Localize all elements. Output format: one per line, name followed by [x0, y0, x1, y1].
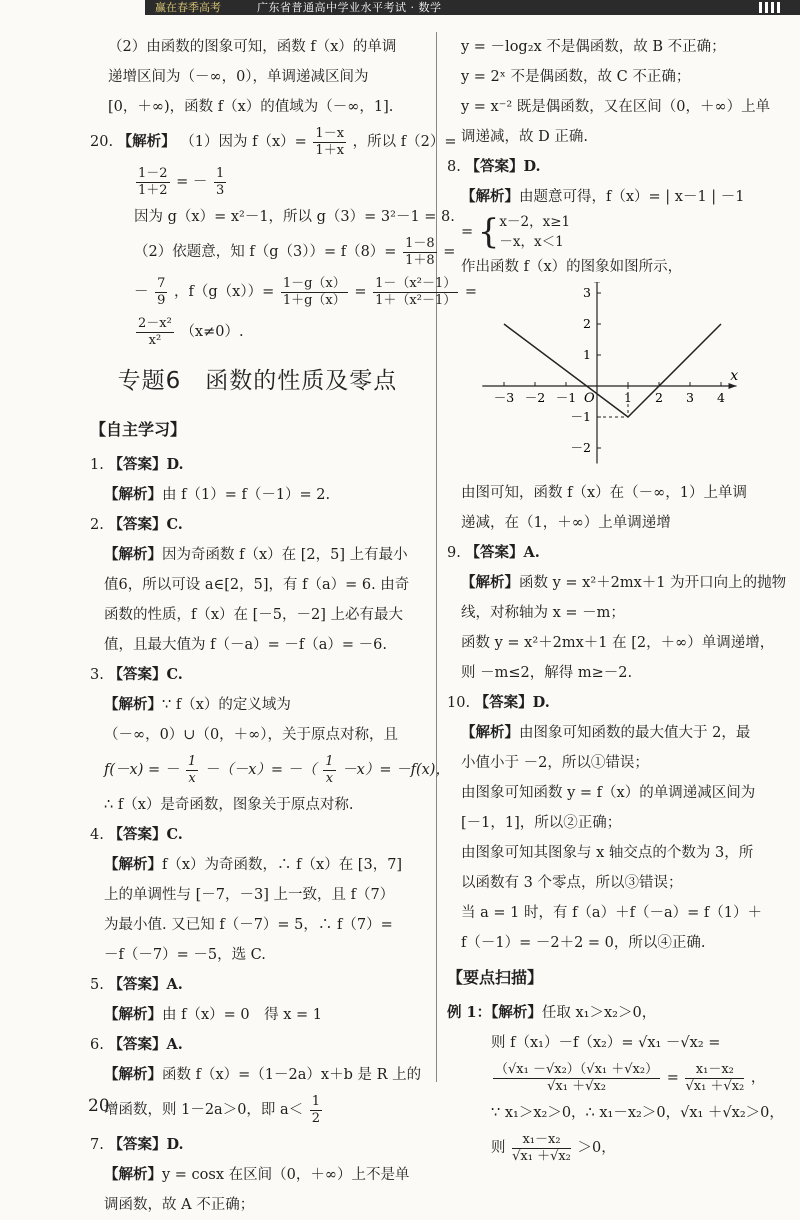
- fraction: $\frac{1-8}{1+8}$: [403, 236, 437, 269]
- analysis-9: 【解析】函数 y = x²＋2mx＋1 为开口向上的抛物: [447, 568, 787, 598]
- text-line: 当 a = 1 时，有 f（a）＋f（－a）= f（1）＋: [447, 898, 787, 928]
- q20-line-2: $\frac{1-2}{1+2}$ = － $\frac{1}{3}$: [90, 162, 425, 202]
- x-tick-label: 3: [686, 390, 694, 405]
- text-line: 递减，在（1，＋∞）上单调递增: [447, 508, 787, 538]
- fraction: $\frac{1-x}{1+x}$: [313, 126, 346, 159]
- analysis-1: 【解析】由 f（1）= f（－1）= 2.: [90, 480, 425, 510]
- graph-svg: [447, 282, 787, 478]
- x-axis-label: x: [730, 368, 738, 384]
- analysis-2: 【解析】因为奇函数 f（x）在 [2，5] 上有最小: [90, 540, 425, 570]
- origin-label: O: [584, 391, 595, 406]
- text-line: 为最小值. 又已知 f（－7）= 5，∴ f（7）=: [90, 910, 425, 940]
- left-column: [90, 32, 425, 1220]
- text-line: [0，＋∞)，函数 f（x）的值域为（－∞，1].: [90, 92, 425, 122]
- column-divider: [436, 32, 437, 1082]
- text-line: 则 －m≤2，解得 m≥－2.: [447, 658, 787, 688]
- analysis-8: 【解析】由题意可得，f（x）= | x－1 | －1: [447, 182, 787, 212]
- odd-function-proof: f(－x) = － $\frac{1}{x}$ －（－x）= －（ $\frac{1}{x}$ －x）= －f(x)，: [90, 750, 425, 790]
- text-line: 由图象可知其图象与 x 轴交点的个数为 3，所: [447, 838, 787, 868]
- y-tick-label: －1: [571, 409, 591, 424]
- y-tick-label: 1: [583, 347, 591, 362]
- fraction: $\frac{1}{2}$: [310, 1094, 322, 1127]
- fraction: $\frac{1}{3}$: [214, 166, 226, 199]
- answer-9: 9. 【答案】A.: [447, 538, 787, 568]
- text-line: 小值小于 －2，所以①错误；: [447, 748, 787, 778]
- text-line: 因为 g（x）= x²－1，所以 g（3）= 3²－1 = 8.: [90, 202, 425, 232]
- answer-8: 8. 【答案】D.: [447, 152, 787, 182]
- text-line: 调递减，故 D 正确.: [447, 122, 787, 152]
- header-marks: [759, 2, 780, 13]
- page-number: 20: [88, 1096, 110, 1116]
- analysis-7: 【解析】y = cosx 在区间（0，＋∞）上不是单: [90, 1160, 425, 1190]
- answer-6: 6. 【答案】A.: [90, 1030, 425, 1060]
- text-line: 以函数有 3 个零点，所以③错误；: [447, 868, 787, 898]
- piecewise-definition: = { x－2，x≥1 －x，x＜1: [447, 212, 787, 252]
- key-points-heading: 【要点扫描】: [447, 958, 787, 998]
- q20-line-5: － $\frac{7}{9}$ ，f（g（x））= $\frac{1-g(x)}{1+g(x)}$ = $\frac{\text{1－（x²－1）}}{\text{1＋（x²－1）}}$ =: [90, 272, 425, 312]
- fraction: $\frac{\text{2－x²}}{\text{x²}}$: [136, 316, 174, 349]
- fraction: $\frac{\text{x₁－x₂}}{\text{√x₁ ＋√x₂}}$: [685, 1062, 744, 1095]
- text-line: 调函数，故 A 不正确；: [90, 1190, 425, 1220]
- answer-7: 7. 【答案】D.: [90, 1130, 425, 1160]
- running-header: [145, 0, 800, 15]
- text-line: 线，对称轴为 x = －m；: [447, 598, 787, 628]
- fraction: $\frac{1}{x}$: [323, 754, 335, 787]
- q20-line-1: 20. 【解析】 （1）因为 f（x）= $\frac{1-x}{1+x}$ ，所以 f（2）=: [90, 122, 425, 162]
- x-tick-label: 1: [624, 390, 632, 405]
- text-line: 由图象可知函数 y = f（x）的单调递减区间为: [447, 778, 787, 808]
- fraction: $\frac{7}{9}$: [155, 276, 167, 309]
- fraction: $\frac{1-2}{1+2}$: [136, 166, 170, 199]
- x-tick-label: 2: [655, 390, 663, 405]
- x-tick-label: －2: [525, 390, 545, 405]
- analysis-6-line-2: 增函数，则 1－2a＞0，即 a＜ $\frac{1}{2}$: [90, 1090, 425, 1130]
- q20-line-4: （2）依题意，知 f（g（3））= f（8）= $\frac{1-8}{1+8}$ =: [90, 232, 425, 272]
- answer-1: 1. 【答案】D.: [90, 450, 425, 480]
- answer-4: 4. 【答案】C.: [90, 820, 425, 850]
- analysis-3: 【解析】∵ f（x）的定义域为: [90, 690, 425, 720]
- text-line: （－∞，0）∪（0，＋∞），关于原点对称，且: [90, 720, 425, 750]
- text-line: 值，且最大值为 f（－a）= －f（a）= －6.: [90, 630, 425, 660]
- header-brand: 赢在春季高考: [155, 0, 221, 15]
- fraction: $\frac{\text{x₁－x₂}}{\text{√x₁ ＋√x₂}}$: [512, 1132, 571, 1165]
- analysis-5: 【解析】由 f（x）= 0 得 x = 1: [90, 1000, 425, 1030]
- fraction: $\frac{\text{（√x₁ －√x₂）（√x₁ ＋√x₂）}}{\text{√x₁ ＋√x₂}}$: [493, 1062, 660, 1095]
- text-line: （2）由函数的图象可知，函数 f（x）的单调: [90, 32, 425, 62]
- x-tick-label: －3: [494, 390, 515, 405]
- analysis-6: 【解析】函数 f（x）=（1－2a）x＋b 是 R 上的: [90, 1060, 425, 1090]
- fraction: $\frac{\text{1－（x²－1）}}{\text{1＋（x²－1）}}$: [373, 276, 458, 309]
- fraction: $\frac{1}{x}$: [186, 754, 198, 787]
- x-tick-label: 4: [717, 390, 725, 405]
- analysis-10: 【解析】由图象可知函数的最大值大于 2，最: [447, 718, 787, 748]
- answer-5: 5. 【答案】A.: [90, 970, 425, 1000]
- brace: { x－2，x≥1 －x，x＜1: [478, 212, 570, 252]
- text-line: [－1，1]，所以②正确；: [447, 808, 787, 838]
- example-1-fraction-line: $\frac{\text{（√x₁ －√x₂）（√x₁ ＋√x₂）}}{\text{√x₁ ＋√x₂}}$ = $\frac{\text{x₁－x₂}}{\text{√x₁ ＋√x₂}}$ ，: [447, 1058, 787, 1098]
- text-line: 上的单调性与 [－7，－3] 上一致，且 f（7）: [90, 880, 425, 910]
- text-line: 由图可知，函数 f（x）在（－∞，1）上单调: [447, 478, 787, 508]
- analysis-4: 【解析】f（x）为奇函数，∴ f（x）在 [3，7]: [90, 850, 425, 880]
- answer-10: 10. 【答案】D.: [447, 688, 787, 718]
- text-line: 则 f（x₁）－f（x₂）= √x₁ －√x₂ =: [447, 1028, 787, 1058]
- text-line: y = x⁻² 既是偶函数，又在区间（0，＋∞）上单: [447, 92, 787, 122]
- answer-2: 2. 【答案】C.: [90, 510, 425, 540]
- section-title: 专题6 函数的性质及零点: [90, 352, 425, 410]
- text-line: 值6，所以可设 a∈[2，5]，有 f（a）= 6. 由奇: [90, 570, 425, 600]
- function-graph: [447, 282, 787, 478]
- y-tick-label: 2: [583, 316, 591, 331]
- text-line: f（－1）= －2＋2 = 0，所以④正确.: [447, 928, 787, 958]
- text-line: y = 2ˣ 不是偶函数，故 C 不正确；: [447, 62, 787, 92]
- q20-line-6: $\frac{\text{2－x²}}{\text{x²}}$ （x≠0）.: [90, 312, 425, 352]
- answer-3: 3. 【答案】C.: [90, 660, 425, 690]
- fraction: $\frac{1-g(x)}{1+g(x)}$: [281, 276, 348, 309]
- y-tick-label: －2: [571, 440, 591, 455]
- x-tick-label: －1: [556, 390, 576, 405]
- text-line: 函数的性质，f（x）在 [－5，－2] 上必有最大: [90, 600, 425, 630]
- right-column: [447, 32, 787, 1168]
- text-line: 递增区间为（－∞，0），单调递减区间为: [90, 62, 425, 92]
- text-line: 函数 y = x²＋2mx＋1 在 [2，＋∞）单调递增，: [447, 628, 787, 658]
- text-line: 作出函数 f（x）的图象如图所示，: [447, 252, 787, 282]
- example-1-conclusion: 则 $\frac{\text{x₁－x₂}}{\text{√x₁ ＋√x₂}}$ ＞0，: [447, 1128, 787, 1168]
- text-line: ∵ x₁＞x₂＞0，∴ x₁－x₂＞0，√x₁ ＋√x₂＞0，: [447, 1098, 787, 1128]
- self-study-heading: 【自主学习】: [90, 410, 425, 450]
- example-1: 例 1：【解析】任取 x₁＞x₂＞0，: [447, 998, 787, 1028]
- text-line: ∴ f（x）是奇函数，图象关于原点对称.: [90, 790, 425, 820]
- y-axis-label: [604, 282, 614, 283]
- header-title: 广东省普通高中学业水平考试 · 数学: [257, 0, 442, 15]
- text-line: －f（－7）= －5，选 C.: [90, 940, 425, 970]
- text-line: y = －log₂x 不是偶函数，故 B 不正确；: [447, 32, 787, 62]
- y-tick-label: 3: [583, 285, 591, 300]
